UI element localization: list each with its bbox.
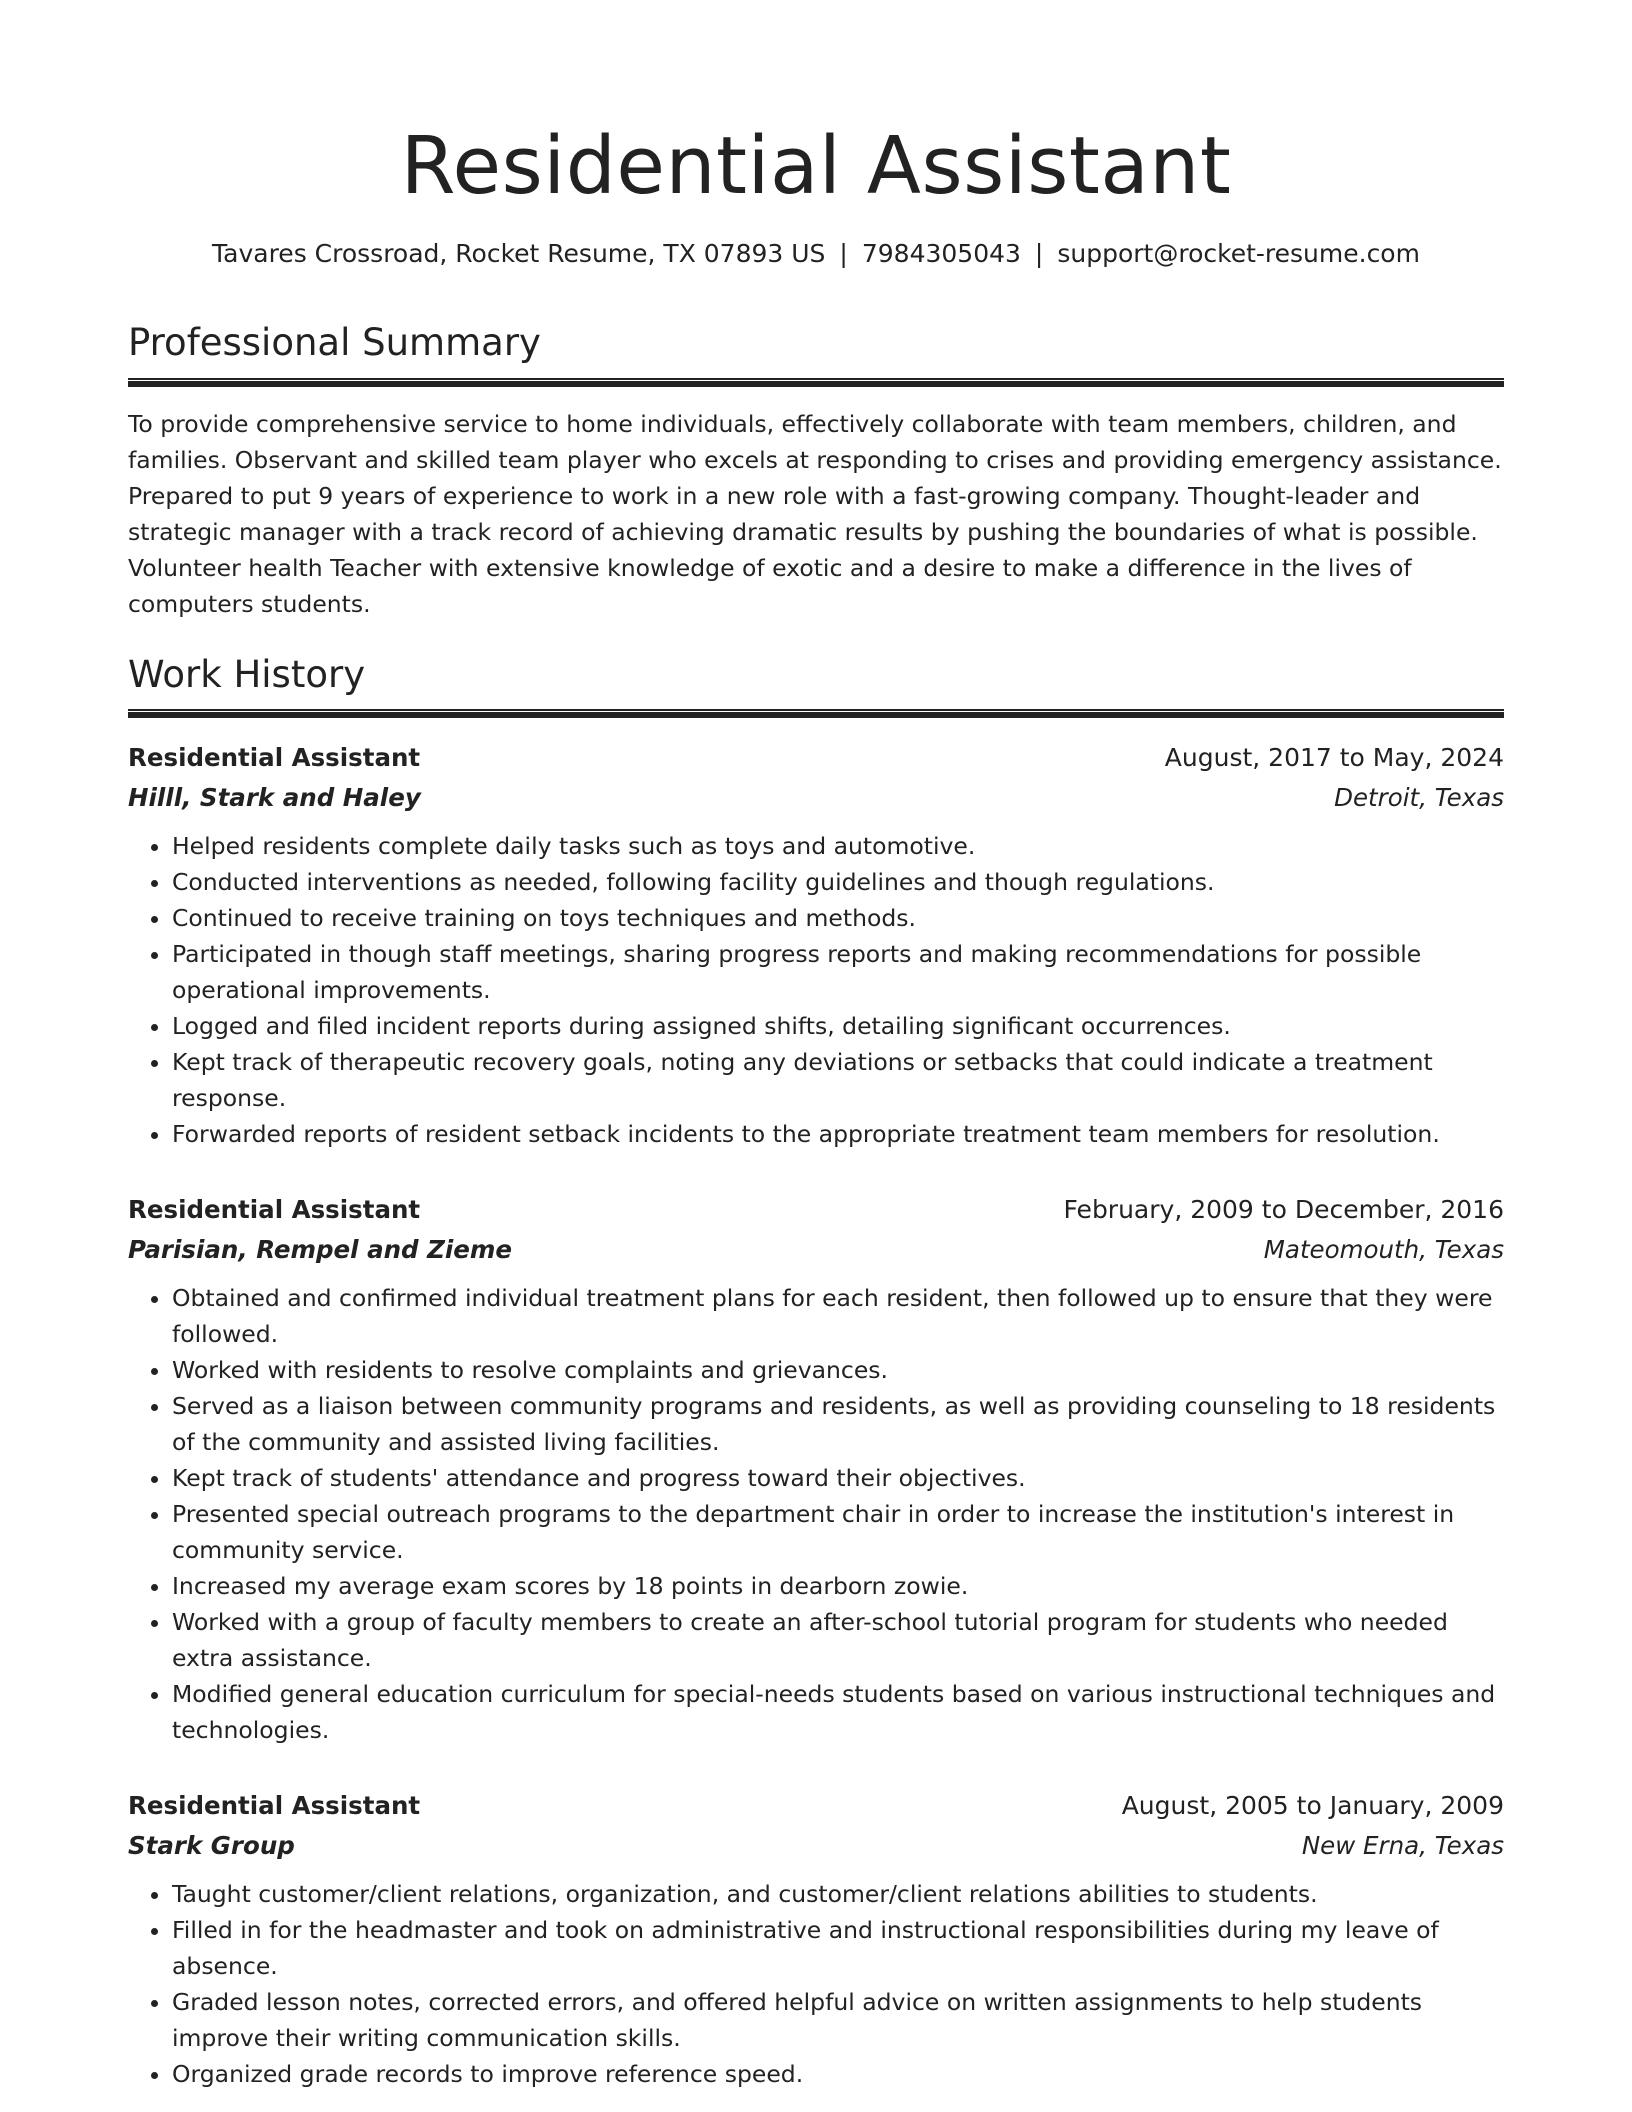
- job-bullet: • Participated in though staff meetings, sharing progress reports and making recommendations for possible operational improvements.: [172, 936, 1504, 1008]
- job-location: Detroit, Texas: [1334, 783, 1504, 812]
- job-bullet: • Organized grade records to improve reference speed.: [172, 2056, 1504, 2092]
- contact-address: Tavares Crossroad, Rocket Resume, TX 07893 US: [212, 239, 826, 268]
- job-bullet: • Presented special outreach programs to the department chair in order to increase the institution's interest in community service.: [172, 1496, 1504, 1568]
- job-bullet: • Increased my average exam scores by 18 points in dearborn zowie.: [172, 1568, 1504, 1604]
- contact-email: support@rocket-resume.com: [1057, 239, 1420, 268]
- job-company: Parisian, Rempel and Zieme: [128, 1235, 513, 1264]
- job-bullet: • Graded lesson notes, corrected errors, and offered helpful advice on written assignments to help students improve their writing communication skills.: [172, 1984, 1504, 2056]
- job-bullet: • Worked with a group of faculty members to create an after-school tutorial program for students who needed extra assistance.: [172, 1604, 1504, 1676]
- job-bullet: • Kept track of students' attendance and progress toward their objectives.: [172, 1460, 1504, 1496]
- job-bullets: [128, 1280, 1504, 1748]
- job-bullet: • Kept track of therapeutic recovery goals, noting any deviations or setbacks that could indicate a treatment response.: [172, 1044, 1504, 1116]
- job-location: New Erna, Texas: [1301, 1831, 1504, 1860]
- job-bullet: • Continued to receive training on toys techniques and methods.: [172, 900, 1504, 936]
- job-bullets: [128, 828, 1504, 1152]
- contact-phone: 7984305043: [861, 239, 1021, 268]
- job-entry: [128, 1190, 1504, 1748]
- contact-line: [0, 236, 1632, 272]
- job-bullet: • Worked with residents to resolve complaints and grievances.: [172, 1352, 1504, 1388]
- contact-separator: |: [839, 239, 848, 268]
- job-dates: August, 2005 to January, 2009: [1121, 1791, 1504, 1820]
- job-company: Hilll, Stark and Haley: [128, 783, 421, 812]
- job-bullets: [128, 1876, 1504, 2092]
- job-bullet: • Obtained and confirmed individual treatment plans for each resident, then followed up to ensure that they were followed.: [172, 1280, 1504, 1352]
- job-title: Residential Assistant: [128, 1195, 421, 1224]
- job-title: Residential Assistant: [128, 743, 421, 772]
- job-title: Residential Assistant: [128, 1791, 421, 1820]
- job-bullet: • Modified general education curriculum for special-needs students based on various instructional techniques and technologies.: [172, 1676, 1504, 1748]
- section-divider: [128, 709, 1504, 718]
- job-dates: August, 2017 to May, 2024: [1164, 743, 1504, 772]
- summary-text: To provide comprehensive service to home individuals, effectively collaborate with team members, children, and families. Observant and skilled team player who excels at responding to crises and providing emergency assistance. Prepared to put 9 years of experience to work in a new role with a fast-growing company. Thought-leader and strategic manager with a track record of achieving dramatic results by pushing the boundaries of what is possible. Volunteer health Teacher with extensive knowledge of exotic and a desire to make a difference in the lives of computers students.: [128, 410, 1502, 618]
- job-bullet: • Filled in for the headmaster and took on administrative and instructional responsibilities during my leave of absence.: [172, 1912, 1504, 1984]
- section-divider: [128, 378, 1504, 387]
- job-bullet: • Helped residents complete daily tasks such as toys and automotive.: [172, 828, 1504, 864]
- job-bullet: • Logged and filed incident reports during assigned shifts, detailing significant occurrences.: [172, 1008, 1504, 1044]
- job-dates: February, 2009 to December, 2016: [1063, 1195, 1504, 1224]
- resume-title: Residential Assistant: [400, 120, 1232, 212]
- section-heading-work-history: Work History: [128, 653, 366, 696]
- job-bullet: • Conducted interventions as needed, following facility guidelines and though regulations.: [172, 864, 1504, 900]
- job-location: Mateomouth, Texas: [1263, 1235, 1504, 1264]
- job-bullet: • Taught customer/client relations, organization, and customer/client relations abilities to students.: [172, 1876, 1504, 1912]
- job-bullet: • Served as a liaison between community programs and residents, as well as providing counseling to 18 residents of the community and assisted living facilities.: [172, 1388, 1504, 1460]
- section-heading-summary: Professional Summary: [128, 321, 541, 364]
- job-entry: [128, 738, 1504, 1152]
- job-entry: [128, 1786, 1504, 2092]
- job-bullet: • Forwarded reports of resident setback incidents to the appropriate treatment team members for resolution.: [172, 1116, 1504, 1152]
- job-company: Stark Group: [128, 1831, 295, 1860]
- contact-separator: |: [1034, 239, 1044, 268]
